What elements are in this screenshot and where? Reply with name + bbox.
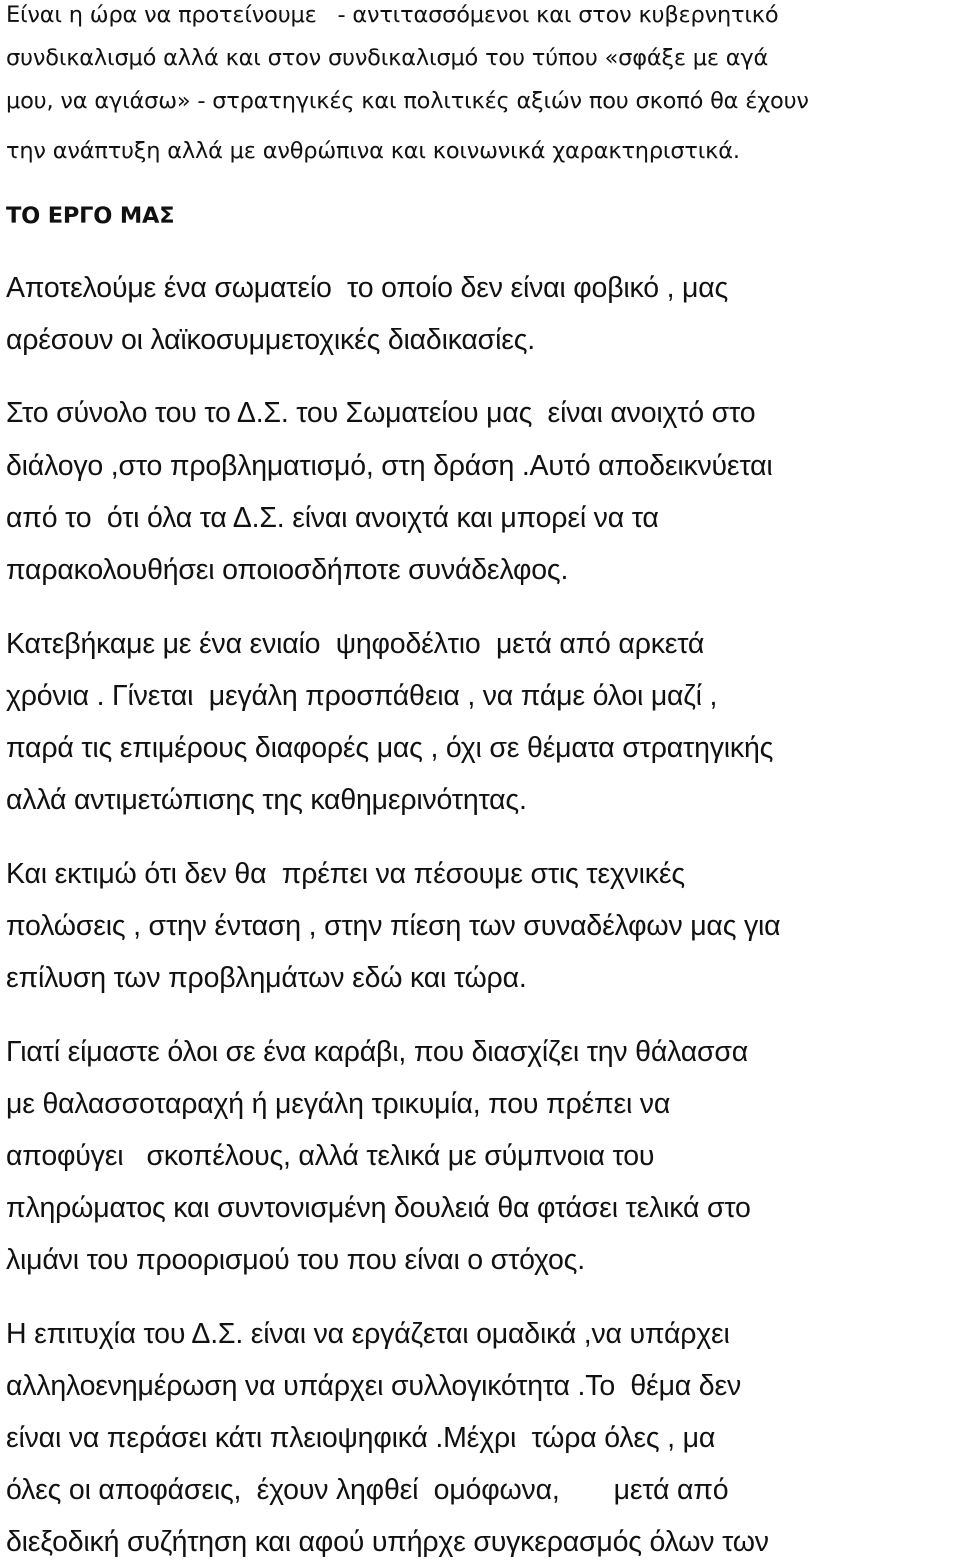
- text-line: πληρώματος και συντονισμένη δουλειά θα φτάσει τελικά στο: [6, 1192, 751, 1224]
- text-line: διάλογο ,στο προβληματισμό, στη δράση .Αυτό αποδεικνύεται: [6, 450, 773, 482]
- text-line: την ανάπτυξη αλλά με ανθρώπινα και κοινωνικά χαρακτηριστικά.: [6, 138, 740, 164]
- text-line: αλληλοενημέρωση να υπάρχει συλλογικότητα .Το θέμα δεν: [6, 1370, 742, 1402]
- text-line: πολώσεις , στην ένταση , στην πίεση των συναδέλφων μας για: [6, 910, 781, 942]
- text-line: Γιατί είμαστε όλοι σε ένα καράβι, που διασχίζει την θάλασσα: [6, 1036, 749, 1068]
- text-line: αποφύγει σκοπέλους, αλλά τελικά με σύμπνοια του: [6, 1140, 655, 1172]
- text-line: χρόνια . Γίνεται μεγάλη προσπάθεια , να πάμε όλοι μαζί ,: [6, 680, 718, 712]
- text-line: λιμάνι του προορισμού του που είναι ο στόχος.: [6, 1244, 585, 1276]
- text-line: παρακολουθήσει οποιοσδήποτε συνάδελφος.: [6, 554, 569, 586]
- text-line: επίλυση των προβλημάτων εδώ και τώρα.: [6, 962, 527, 994]
- text-line: από το ότι όλα τα Δ.Σ. είναι ανοιχτά και μπορεί να τα: [6, 502, 659, 534]
- text-line: αλλά αντιμετώπισης της καθημερινότητας.: [6, 784, 527, 816]
- text-line: παρά τις επιμέρους διαφορές μας , όχι σε θέματα στρατηγικής: [6, 732, 774, 764]
- text-line: είναι να περάσει κάτι πλειοψηφικά .Μέχρι τώρα όλες , μα: [6, 1422, 716, 1454]
- text-line: Η επιτυχία του Δ.Σ. είναι να εργάζεται ομαδικά ,να υπάρχει: [6, 1318, 730, 1350]
- text-line: αρέσουν οι λαϊκοσυμμετοχικές διαδικασίες.: [6, 324, 535, 356]
- text-line: συνδικαλισμό αλλά και στον συνδικαλισμό του τύπου «σφάξε με αγά: [6, 45, 769, 71]
- text-line: διεξοδική συζήτηση και αφού υπήρχε συγκερασμός όλων των: [6, 1526, 769, 1558]
- text-line: Είναι η ώρα να προτείνουμε - αντιτασσόμενοι και στον κυβερνητικό: [6, 2, 779, 28]
- text-line: Και εκτιμώ ότι δεν θα πρέπει να πέσουμε στις τεχνικές: [6, 858, 685, 890]
- text-line: με θαλασσοταραχή ή μεγάλη τρικυμία, που πρέπει να: [6, 1088, 671, 1120]
- text-line: όλες οι αποφάσεις, έχουν ληφθεί ομόφωνα, μετά από: [6, 1474, 729, 1506]
- text-line: Κατεβήκαμε με ένα ενιαίο ψηφοδέλτιο μετά από αρκετά: [6, 628, 705, 660]
- text-line: Στο σύνολο του το Δ.Σ. του Σωματείου μας είναι ανοιχτό στο: [6, 397, 756, 429]
- section-heading: ΤΟ ΕΡΓΟ ΜΑΣ: [6, 203, 175, 229]
- text-line: Αποτελούμε ένα σωματείο το οποίο δεν είναι φοβικό , μας: [6, 272, 729, 304]
- text-line: μου, να αγιάσω» - στρατηγικές και πολιτικές αξιών που σκοπό θα έχουν: [6, 88, 809, 114]
